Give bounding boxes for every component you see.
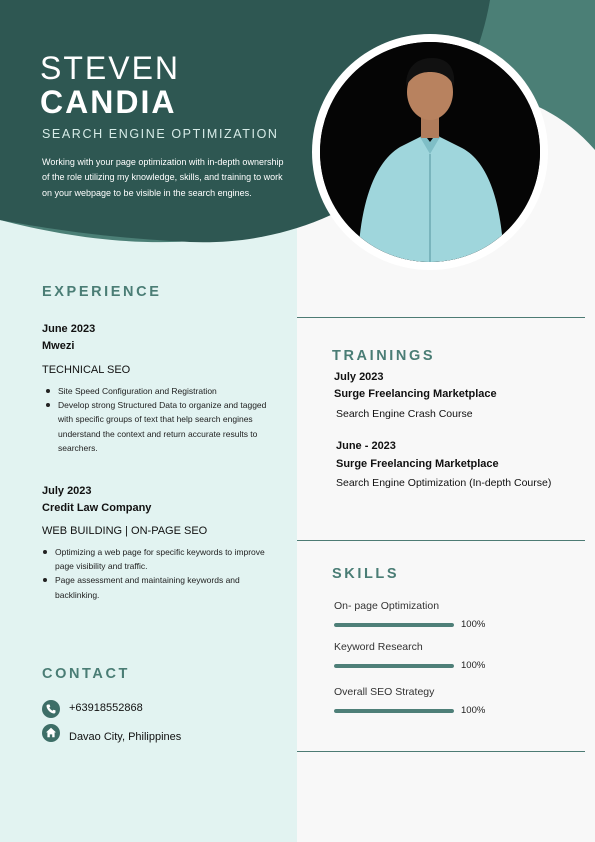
experience-2-company: Credit Law Company [42,502,152,514]
training-1-date: July 2023 [334,371,384,383]
skill-1-fill [334,623,454,627]
training-2-date: June - 2023 [336,440,396,452]
experience-1-role: TECHNICAL SEO [42,364,131,376]
profile-summary: Working with your page optimization with in-depth ownership of the role utilizing my knowledge, skills, and training to work on your webpage to be visible in the search engines. [42,157,284,198]
list-item: Optimizing a web page for specific keywords to improve page visibility and traffic. [39,545,277,573]
skill-3-label: Overall SEO Strategy [334,686,435,698]
divider [297,751,585,752]
training-2-org: Surge Freelancing Marketplace [336,458,499,470]
skill-2-bar [334,664,454,668]
skill-2-percent: 100% [461,660,486,671]
list-item: Develop strong Structured Data to organize and tagged with specific groups of text that help search engines understand the context and return accurate results to searchers. [42,398,278,455]
experience-1-date: June 2023 [42,323,96,335]
job-title: SEARCH ENGINE OPTIMIZATION [42,127,279,141]
experience-1-company: Mwezi [42,340,75,352]
training-1-course: Search Engine Crash Course [336,408,473,420]
skill-3-percent: 100% [461,705,486,716]
list-item: Site Speed Configuration and Registration [42,384,278,398]
experience-heading: EXPERIENCE [42,284,162,300]
divider [297,317,585,318]
experience-2-bullets [39,545,277,602]
skill-1-bar [334,623,454,627]
first-name: STEVEN [40,50,181,86]
contact-phone: +63918552868 [69,702,143,714]
skill-3-bar [334,709,454,713]
skills-heading: SKILLS [332,566,400,582]
skill-2-label: Keyword Research [334,641,423,653]
list-item: Page assessment and maintaining keywords and backlinking. [39,573,277,601]
phone-icon [42,700,60,718]
skill-1-label: On- page Optimization [334,600,440,612]
experience-2-role: WEB BUILDING | ON-PAGE SEO [42,525,208,537]
contact-address: Davao City, Philippines [69,731,182,743]
profile-photo [320,42,540,262]
training-1-org: Surge Freelancing Marketplace [334,388,497,400]
skill-2-fill [334,664,454,668]
last-name: CANDIA [40,84,177,120]
skill-3-fill [334,709,454,713]
trainings-heading: TRAININGS [332,348,436,364]
person-portrait [320,42,540,262]
experience-1-bullets [42,384,278,455]
divider [297,540,585,541]
home-icon [42,724,60,742]
experience-2-date: July 2023 [42,485,92,497]
skill-1-percent: 100% [461,619,486,630]
contact-heading: CONTACT [42,666,131,682]
training-2-course: Search Engine Optimization (In-depth Course) [336,477,552,489]
